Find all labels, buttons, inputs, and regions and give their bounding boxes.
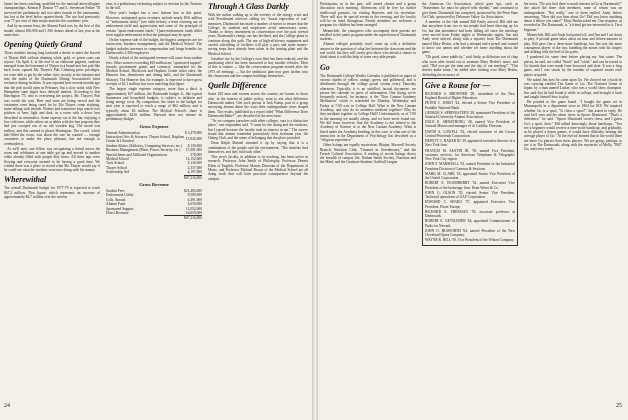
- table-title-expense: Gross Expense: [139, 123, 169, 129]
- left-column-2: [106, 2, 202, 402]
- paragraph: The Dartmouth College Weekly Calendar is published on paper of various shades of yellow, orange, green, and goldenrod, and is distributed through the college postal system every Thursday afternoon. Typically, it is an unfrilled, factual document: we peruse the calendar in quest of information. One listing we've frequently noticed, for instance, is the "New Canaan Academy Meditation" which is scheduled for Monday, Wednesday and Friday at 7:00 a.m. in College Hall. What is the New Canaan Academy, and why do its members meditate together? Why do they meditate together in College Hall? Unfortunately, as of 7:00 in the morning we usually asleep, and we have never found out. We did learn, however, that the Academy is not related to the Academy of Science or to the New Canaan Academy. What is listed under the Academy heading, in this case, is what one of the instructors in the Department of Psychology has described as a "religious experience.": [320, 73, 416, 143]
- paragraph: Meanwhile, Bill and Andy had paired off, and Jim and I sat down to play. A pivotal game takes about an hour and fifteen minutes to play. Bill gave Jim a three-stone handicap, but Jim was the more courageous player of the two, handling the stones with his fingers and striking with the heel of his palm.: [524, 32, 622, 55]
- row-label: Student Fees: [106, 189, 125, 194]
- rouse-item: EDWARD C. SENKO '57, appointed Executive Vice President, Pfizer Europe.: [425, 200, 515, 209]
- rouse-item: ROBERT E. WOODBERRY '54, named Executive Vice President of the brokerage firm, Dean Witter & Co.: [425, 181, 515, 190]
- row-amount: 4,197,000: [187, 170, 202, 175]
- row-amount: 378,000: [190, 152, 202, 157]
- row-amount: $ 3,479,000: [184, 130, 202, 135]
- rouse-item: RICHARD S. BROWNER '28, incumbent of the New England Board of Higher Education.: [425, 91, 515, 101]
- paragraph: her notes. "Do you find there is much interest in Go at Dartmouth?" she asked the three club members, none of whom was an undergraduate. "Not really," one of them replied. Andy, before answering, "How did you hear about Go? Did you know anything about it before you came?" Mary Heslin asked me. Our response, as recorded in The Dartmouth, is "a friend got me interested in it. I'm a beginner.": [524, 2, 622, 32]
- paragraph: Meanwhile, the youngsters who accompany their parents are enrolled in the junior program under the supervision of Dartmouth students.: [320, 28, 416, 42]
- section-heading: Quelle Différence: [208, 81, 267, 91]
- paragraph: James has been coaching, qualified for the national intercollegiate championships. Kenton P. Deaton '77 and L. Stevenson Parker '78 survived the preliminary and two other rounds of the tournament, but lost at the level below quarter-finals. The two had previously won 77 per cent of their major matches this academic year.: [4, 2, 100, 24]
- paragraph: Dean Ralph Manuel summed it up by saying that it is a combination of the people and the environment. "The students find themselves, and they find each other.": [208, 141, 308, 154]
- paragraph: The largest single expense category, more than a third, is approximately $27 million, the Dartmouth budget. It, like typical businesses and household budgets, is subject to inflation and rising energy costs. By comparison, the share in the budget for next year is expected to reach a range of $62 million, and is typically about $3 million. The Medical School's share is approximately $220 million. Harvard does not release its preliminary budget.: [106, 87, 202, 122]
- row-label: Medical School: [106, 157, 129, 162]
- row-amount: 16,059,000: [185, 211, 202, 216]
- rouse-item: DALE E. ARMSTRONG '48, named Vice President of General Motors and manager of its Cadillac Division.: [425, 120, 515, 129]
- right-column-2: [422, 2, 518, 402]
- rouse-item: RICHARD E. FREEMAN '59, associate professor at Dartmouth.: [425, 209, 515, 219]
- box-title: Give a Rouse for —: [425, 80, 491, 90]
- row-amount: 12,152,000: [185, 157, 202, 162]
- paragraph: A member of the club named Bill Emily arrived. Bill told me that anywhere from two to ten people had been showing up for Go, but that attendance had been falling off since the meetings were moved from Friday nights to Wednesday nights. Jim and Andy were arrived, along with a reporter from The Dartmouth named Mary Heslin, who had a notepad and a pencil and wanted to know our names and whether we knew anything about the game.: [422, 20, 518, 55]
- paragraph: "Oh good, some publicity," said Andy, as diffusion sort of chap who soon after found out to examine Mary Heslin's notes, and said, "Did you get the time and the day of our meeting?" "This doesn't make sense," he added after looking over Mary Heslin, defending the accuracy of: [422, 55, 518, 77]
- row-amount: 4,650,000: [187, 202, 202, 207]
- rouse-item: FRANCIS M. AUSTIN JR. '50, named Vice President, customer services, for American Telephone & Telegraph's New York City region.: [425, 148, 515, 162]
- rouse-item: DEWITT C. BAKER III '49, appointed executive director of a New York firm.: [425, 139, 515, 148]
- total-amount: $67,216,000: [164, 216, 202, 221]
- row-label: General Administration: [106, 130, 140, 135]
- row-amount: 13,945,000: [185, 137, 202, 142]
- row-label: Business Management (Plant, Power, Security, etc.): [106, 148, 181, 153]
- right-column-1: [320, 2, 416, 402]
- row-amount: 12,052,000: [185, 206, 202, 211]
- right-column-3: [524, 2, 622, 402]
- paragraph: He pointed to the game board. "I bought the game set in Minneapolis in a department store in 1964 for $18. We inquired whether Go is a sport. "Is chess a sport?" Jim asked in reply. He said he'd seen articles about chess in Sports Illustrated. "That's a difference," he said. "Sports Illustrated covers chess, and I guess Go's a sport, then." Bill talked knowingly about handicaps. "You see a beginner would receive a nine-stone handicap, and gradually, as he played a dozen games, it would have difficulty beating the average player of Go." At the end we learned that in the world there are more Go players than chess players. We are going, perhaps, to see it in The Dartmouth, along with the mysteries of Molly, "Bill" Go, and every week.: [524, 100, 622, 152]
- rouse-item: JOHN G. OLSON '55, elected Senior Vice President, Technical operations of GAF Corporation.: [425, 190, 515, 200]
- paragraph: With the nation waking up to the severity of the energy crisis and with Presidential advisors calling for "moral equivalent of war" measures, Dartmouth has made a number of moves to ensure that the College, its students and employees avoid unnecessary waste. Thanks to heavy investment in conservation over the past several years, Dartmouth's energy use has declined, and the College plans to continue along this path. The use of high-efficiency equipment and careful scheduling of facilities will play a part, and some money-saving steps have already been taken in the heating plant and the Medical School.: [208, 13, 308, 56]
- total-amount: $67,216,000: [184, 175, 202, 180]
- row-label: Student Affairs (Athletics, Computing Services, etc.): [106, 143, 182, 148]
- page-number-left: 24: [4, 403, 10, 409]
- rouse-item: ROBERT E. GETSLEDER '64, appointed Commissioner of Parks for Newark.: [425, 219, 515, 228]
- row-amount: $21,483,000: [184, 189, 202, 194]
- left-page: [4, 2, 310, 410]
- expense-table: [106, 131, 202, 180]
- section-heading: Wherewithal: [4, 175, 47, 185]
- rouse-item: JOHN F. MARSHALL '53, named President of the Industrial Furniture Division of Lamson & Sessions.: [425, 162, 515, 171]
- left-column-1: [4, 2, 100, 402]
- page-number-right: 25: [616, 403, 622, 409]
- paragraph: As we'll note, one fellow was recognizing a friend across the room and celebrants at one table got up and moved to another while already filled with people they knew. All three taps were flowing and everyone seemed to be having a good time. We wished there was a place to record what Mo Thayer would say if he could see what the students were now doing with his money.: [4, 146, 100, 173]
- row-label: Special Items and Affiliated Organizations: [106, 152, 168, 157]
- row-label: Gifts, Annual: [106, 197, 126, 202]
- paragraph: And by no means least, the Alumni Fund was, by the first of this month, almost $30,000 and 1,500 donors ahead of last year at the same time.: [4, 24, 100, 37]
- paragraph: On the expense side of the budget, the biggest categories are for instruction, business management, and the Medical School. The budget includes increases in compensation and fringe benefits for Dartmouth's 2,300 employees.: [106, 38, 202, 56]
- row-label: Thayer School: [106, 165, 128, 170]
- row-amount: 15,301,000: [185, 148, 202, 153]
- paragraph: Some 250 men and women across the country are homes to those who, in the interest of public policy, want to ask what difference Dartmouth makes. One such person is Jack Kemp, part of a group surveying alumni about the ways their undergraduate years shaped them. The results, published as a report titled "What Difference Does Dartmouth Make?", are described in the next issue.: [208, 92, 308, 118]
- total-spacer: [106, 175, 184, 180]
- row-amount: 4,491,000: [187, 197, 202, 202]
- paragraph: The overall Dartmouth budget for 1977-78 is expected to reach $67.2 million. That figure, which represents an increase of approximately $4.7 million over the current: [4, 186, 100, 200]
- rouse-item: MARK M. CLARK '65, appointed Senior Vice President of the United Corporation.: [425, 171, 515, 181]
- table-total-row: [106, 175, 202, 180]
- paragraph: We asked Jim how he came upon Go. He showed me a book he was carrying entitled The Game of Go: The National Game of Japan, by a man named Lasker, who was a world chess champion. Jim said that he had found it while in college, and brought it back and taught himself how to play.: [524, 77, 622, 99]
- row-label: Tuck School: [106, 161, 125, 166]
- rouse-item: GEORGE S. SPRINGSTEEN '48, nominated President of the Stanford University Alumni Association.: [425, 110, 515, 119]
- right-page: [320, 2, 624, 410]
- row-amount: 5,136,000: [187, 161, 202, 166]
- rouse-item: WAYNE R. HILL '59, Vice President of the Wilson Company.: [425, 238, 515, 243]
- row-label: Endowment Utility: [106, 193, 134, 198]
- rouse-item: DAVID A. LOWELL '52, elected treasurer of the Crown Central Petroleum Corporation.: [425, 129, 515, 138]
- row-amount: 2,337,000: [187, 165, 202, 170]
- rouse-item: JOHN O. HIAWORTH '64, named President of the New Cleveland Opera Company.: [425, 228, 515, 238]
- paragraph: This year's faculty, in addition to its teaching, has been active in research. Professor John Smith of Philosophy, Professor Dennis Klein of English, Professor Marian Donovan of the Department of Music, and Professor Michael Brown of the Medical School are all doing work that will have practical consequences beyond the campus.: [208, 155, 308, 181]
- table-row: [106, 135, 202, 144]
- table-row: [106, 148, 202, 152]
- row-amount: 8,130,000: [187, 143, 202, 148]
- table-total-row: [106, 216, 202, 221]
- rouse-list: [425, 92, 515, 243]
- revenue-table: [106, 189, 202, 221]
- paragraph: Other listings are equally mysterious: Bhajan, Maxwell Society Brunch, Nutrition Club, "Gnomes in Greenhouses," and the French Cultural Association. A reading of recent listings shows the breadth of campus life. Nathan Smith Society, Nutrition and the Mind, and the Graduate Students' Softball League.: [320, 143, 416, 165]
- row-label: Scholarship Aid: [106, 170, 130, 175]
- section-heading: Opening Quietly Grand: [4, 40, 82, 50]
- total-spacer: [106, 216, 164, 221]
- paragraph: year, is a preliminary reckoning subject to revision by the Trustees in the fall.: [106, 2, 202, 11]
- row-label: Direct Revenue: [106, 211, 129, 216]
- paragraph: Participants, as in the past, will attend classes and a group discussion each morning. Afternoons will be free for further intellectual pursuits, for visiting Hanover, and for recreation. There will also be special events in the evening, and the faculty will be on hand throughout. Family members are welcome; a program for children has been arranged.: [320, 2, 416, 28]
- paragraph: Next year's budget has a zero bottom line at this point. However, anticipated gross revenues include nearly $9.6 million of "endowment utility" (see table below), a term covering use of endowment yield and appreciation and some of the principal of certain "quasi-endowment funds." Quasi-endowment funds differ from regular endowment in that the principal may be spent.: [106, 11, 202, 37]
- paragraph: "As we compare ourselves with other colleges, ours is a distinctive place," one respondent said. "I came for the skiing and the outdoors, but I stayed because the faculty took an interest in me." The survey found that alumni remember particularly their freshman year, the Outing Club, and the sense of belonging that the place provided.: [208, 119, 308, 141]
- row-label: Instruction (Arts & Sciences, Thayer School, Hopkins Center & Libraries): [106, 134, 185, 144]
- left-column-3: [208, 2, 308, 402]
- paragraph: Nearly a third of the anticipated revenue will come from student fees. Other sources exceeding $10 million are "sponsored support" (mostly government grants and contracts, earmarked for the Medical School, Hitchcock and Hopkins Center ticket sales, the Hanover Inn, dormitories and dining halls, and the Dartmouth Skiway). The Hanover Inn, for example, is expected to have gross receipts of $2.1 million, but costs matching that figure.: [106, 56, 202, 87]
- section-heading: Through A Glass Darkly: [208, 2, 289, 11]
- paragraph: Alumni colleges probably won't come up with a definitive answer to the question of what lies between the classroom and the real world, but they will surely give those who attend a chance to think about it with the help of some very able people.: [320, 42, 416, 60]
- paragraph: Gasoline use by the College's own fleet has been reduced, and the purchasing office has been instructed to buy smaller vehicles. Most of this is routine — like the conservation program started after the 1973 oil embargo — but the ambitious plan now goes farther, into the classrooms and the campus buildings themselves.: [208, 56, 308, 79]
- section-heading: Go: [320, 62, 330, 72]
- page-gutter: [312, 0, 318, 420]
- paragraph: the American Go Association, which gave tips, such as "Sometimes Go must be played with rhythm," and continued to give them. Dartmouth has competed, sponsored by the Penn State Go Club, sponsored by Delaware Valley Go Association.: [422, 2, 518, 19]
- paragraph: I pondered for some time before placing my first stone. The pieces, he said, are called "black" and "white," and can be traced to Go boards that were made from boxwood and slate. It was a long game, and I was struck by the number of captured stones each player acquired.: [524, 55, 622, 77]
- table-title-revenue: Gross Revenue: [139, 182, 169, 188]
- row-amount: 9,589,000: [187, 193, 202, 198]
- row-label: Alumni Fund: [106, 202, 126, 207]
- give-a-rouse-box: [422, 78, 518, 247]
- paragraph: Those students having long harbored a desire to enter the bowels of Thayer Hall without draining white, gold, or green coats can rejoice. On April 4, at the end of an elaborate pageant, students emerged from the basement of Thayer to a brand-new but pub-like back room, opened Mr. Thayer's Pub. Claiming press privileges, we were able to get by the rather strict security at the entrance and into the midst of the Dartmouth Dining Association's most exclusive dining facilities. It was reported here several months ago that the pub would open in February, but a slow waltz with New Hampshire state liquor laws delayed matters. According to Jim Harrington '75, who is overseeing the project, Mr. Thayer's Pub was worth the wait. Beer and wine are being served and the customers were being cared for by Mo Thayer, some studying, some talking with friends. Waiters and waitresses kept watch over pitchers of beer, light and dark, in a room with a decor best described as minimalist. Some tapestry sat at the bar, enjoying a few cold ones, while others sat at tables with the free popcorn they had just scooped out of an old wooden keg. The mood was mellow, and this seemed to please Harrington. The crowd, which half-filled the room, was about the size he wanted — enough customers to make the place pleasant, but not enough to overburden it.: [4, 51, 100, 146]
- rouse-item: PETER C. KRIST '42, elected a Senior Vice President of Franklin National Bank.: [425, 101, 515, 110]
- row-label: Sponsored Support: [106, 206, 134, 211]
